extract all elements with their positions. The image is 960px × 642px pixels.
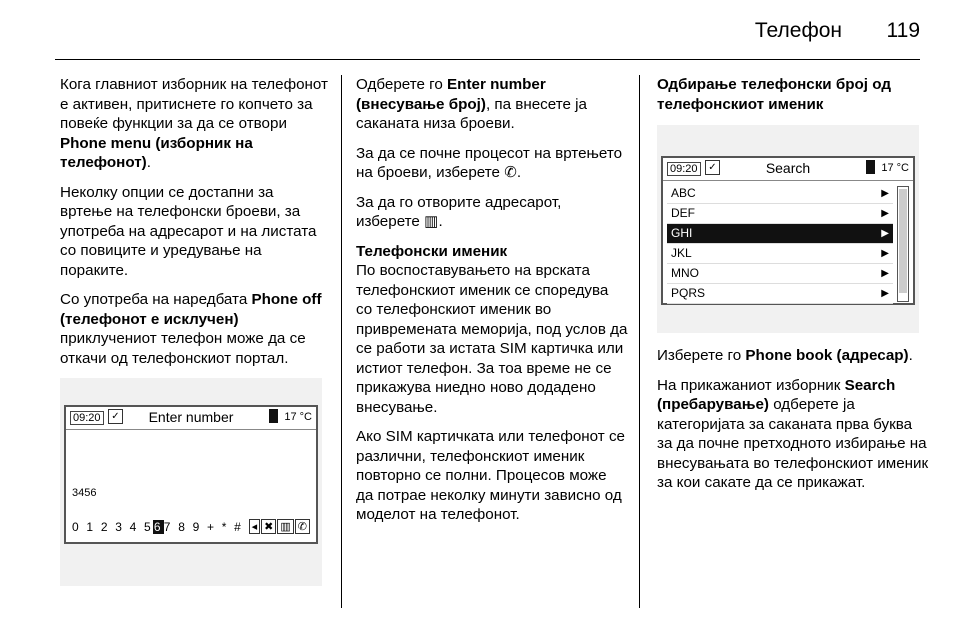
menu-term: Search (пребарување) (657, 376, 896, 413)
header-title: Телефон (754, 19, 842, 42)
page-number: 119 (886, 19, 920, 42)
keypad (72, 520, 243, 534)
list-item[interactable] (667, 264, 893, 284)
text: одберете ја категоријата за саканата прва буква за да почне претходното избирање на внесувањата во телефонскиот именик за кои сакате да се прикажат. (657, 396, 929, 491)
col1-paragraph-3 (60, 290, 328, 368)
col2-heading: Телефонски именик (356, 242, 508, 260)
text: . (908, 347, 913, 364)
addressbook-icon[interactable]: ▥ (277, 519, 293, 534)
addressbook-icon: ▥ (424, 213, 439, 230)
scrollbar-thumb[interactable] (899, 189, 907, 293)
check-icon: ✓ (705, 160, 720, 175)
item-label: ABC (671, 186, 696, 200)
status-bar (66, 407, 316, 430)
scrollbar[interactable] (897, 186, 909, 302)
chevron-right-icon: ▶ (881, 208, 889, 219)
list-item[interactable] (667, 204, 893, 224)
phone-icon (866, 160, 875, 174)
text: Кога главниот изборник на телефонот е активен, притиснете го копчето за повеќе функции за да се отвори (60, 76, 328, 132)
column-3 (657, 75, 929, 124)
screen-enter-number (64, 405, 318, 544)
list-item-selected[interactable] (667, 224, 893, 244)
column-divider-2 (639, 75, 640, 608)
keys-before[interactable]: 0 1 2 3 4 5 (72, 520, 153, 534)
menu-term: Enter number (внесување број) (356, 76, 546, 113)
check-icon: ✓ (108, 409, 123, 424)
delete-icon[interactable]: ✖ (261, 519, 276, 534)
list-item[interactable] (667, 184, 893, 204)
figure-enter-number (60, 378, 322, 586)
clock: 09:20 (70, 411, 104, 425)
column-3-lower (657, 346, 929, 503)
text: . (146, 154, 151, 171)
text: Одберете го (356, 76, 448, 93)
menu-term: Phone off (телефонот е исклучен) (60, 291, 322, 328)
col2-paragraph-3 (356, 193, 628, 232)
text: . (438, 213, 443, 230)
menu-term: Phone book (адресар) (745, 347, 909, 364)
col3-heading: Одбирање телефонски број од телефонскиот именик (657, 76, 891, 113)
col2-paragraph-4: По воспоставувањето на врската телефонскиот именик се споредува со телефонскиот именик во привремената меморија, под услов да се работи за истата SIM картичка или истиот телефон. За тоа време не се прикажува ниедно ново додадено внесување. (356, 262, 628, 416)
item-label: PQRS (671, 286, 706, 300)
clock: 09:20 (667, 162, 701, 176)
keys-after[interactable]: 7 8 9 + * # (163, 520, 244, 534)
col2-paragraph-1 (356, 75, 628, 134)
col3-paragraph-1 (657, 346, 929, 366)
list-item[interactable] (667, 284, 893, 304)
temperature: 17 °C (284, 411, 312, 423)
call-icon[interactable]: ✆ (295, 519, 310, 534)
col2-paragraph-2 (356, 144, 628, 183)
text: На прикажаниот изборник (657, 376, 845, 394)
chevron-right-icon: ▶ (881, 188, 889, 199)
col2-paragraph-5: Ако SIM картичката или телефонот се различни, телефонскиот именик повторно се полни. Процесов може да потрае неколку минути зависно од моделот на телефонот. (356, 428, 626, 523)
entered-number: 3456 (72, 487, 97, 499)
backspace-icon[interactable]: ◂ (249, 519, 261, 534)
column-2 (356, 75, 628, 535)
col1-paragraph-1 (60, 75, 328, 173)
item-label: MNO (671, 266, 699, 280)
call-icon: ✆ (504, 164, 517, 181)
temperature: 17 °C (881, 162, 909, 174)
text: приклучениот телефон може да се откачи од телефонскиот портал. (60, 330, 306, 367)
list-item[interactable] (667, 244, 893, 264)
item-label: JKL (671, 246, 692, 260)
figure-search (657, 125, 919, 333)
chevron-right-icon: ▶ (881, 228, 889, 239)
item-label: DEF (671, 206, 695, 220)
column-1 (60, 75, 328, 408)
chevron-right-icon: ▶ (881, 248, 889, 259)
screen-title: Enter number (148, 409, 234, 425)
phone-icon (269, 409, 278, 423)
key-selected[interactable]: 6 (153, 520, 163, 534)
text: , па внесете ја саканата низа броеви. (356, 95, 587, 132)
screen-search (661, 156, 915, 305)
menu-term: Phone menu (изборник на телефонот) (60, 134, 253, 171)
text: Со употреба на наредбата (60, 291, 252, 308)
col1-paragraph-2: Неколку опции се достапни за вртење на телефонски броеви, за употреба на адресарот и на листата со повиците и уредување на пораките. (60, 183, 317, 279)
keypad-icons (248, 519, 310, 534)
header-rule (55, 59, 920, 60)
column-divider-1 (341, 75, 342, 608)
screen-title: Search (765, 160, 811, 176)
search-list (667, 184, 893, 304)
text: . (516, 164, 522, 181)
text: Изберете го (657, 347, 746, 364)
item-label: GHI (671, 226, 693, 240)
col3-paragraph-2 (657, 376, 929, 493)
text: За да го отворите адресарот, изберете (356, 193, 562, 230)
page-header (0, 0, 960, 60)
status-bar (663, 158, 913, 181)
chevron-right-icon: ▶ (881, 288, 889, 299)
text: За да се почне процесот на вртењето на броеви, изберете (356, 144, 623, 181)
chevron-right-icon: ▶ (881, 268, 889, 279)
